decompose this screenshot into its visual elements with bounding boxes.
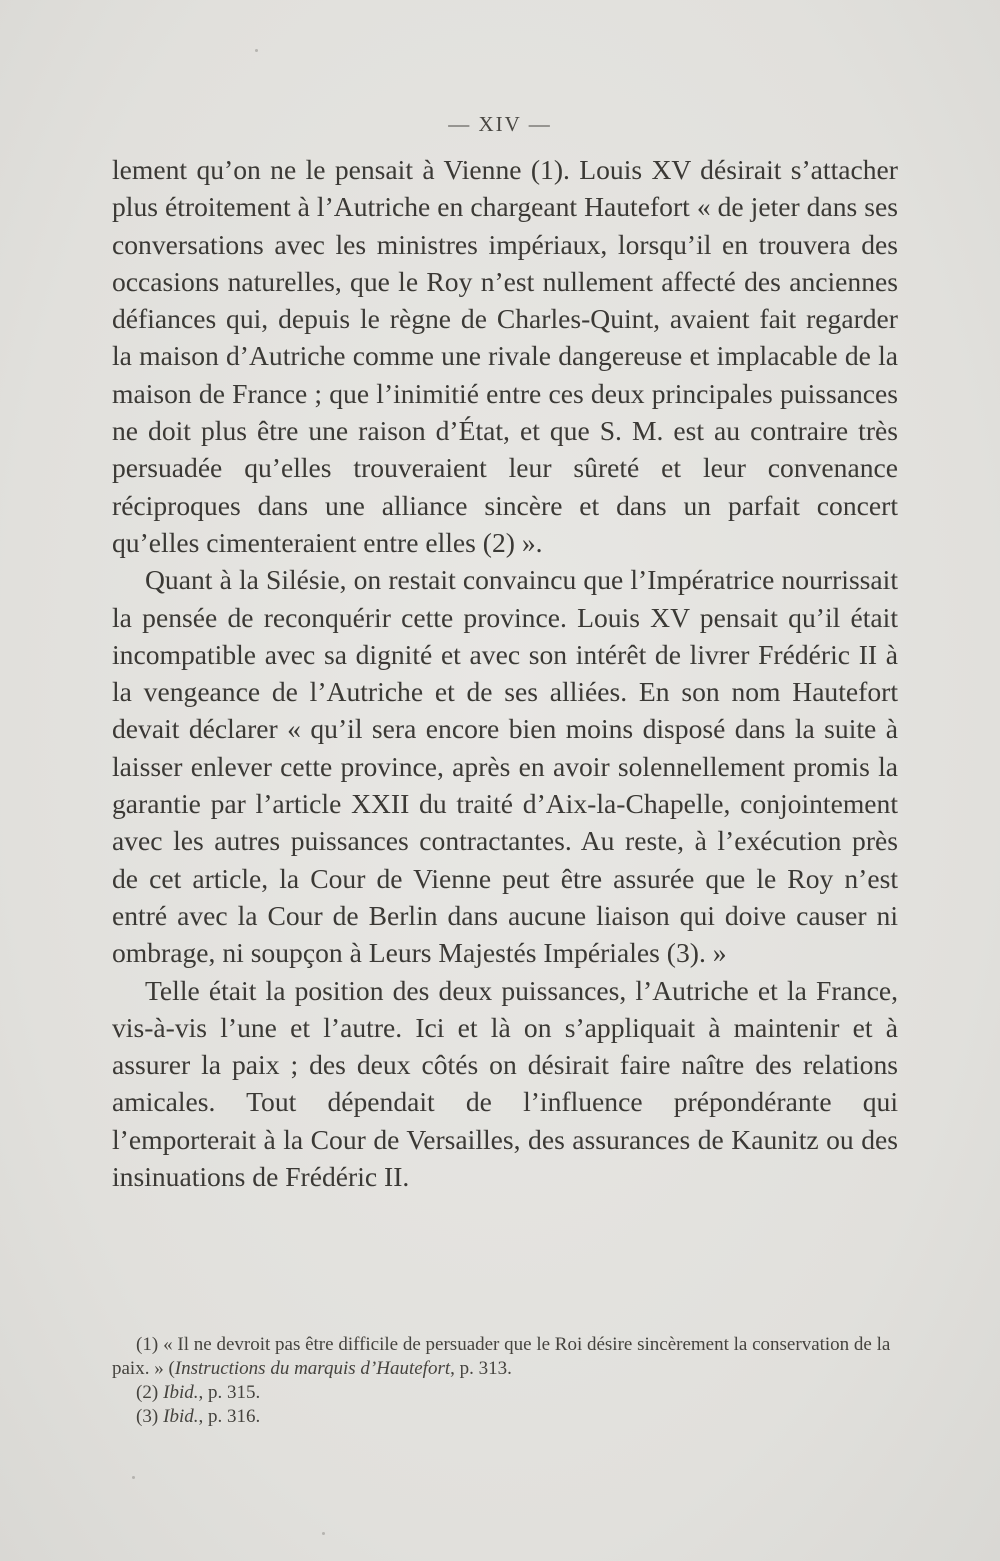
footnote-source: Ibid. [163,1382,199,1403]
paper-speck [132,1476,135,1479]
footnote [112,1381,898,1405]
paragraph: Quant à la Silésie, on restait convaincu que l’Impératrice nourrissait la pensée de reconquérir cette province. Louis XV pensait qu’il était incompatible avec sa dignité et avec son intérêt de livrer Frédéric II à la vengeance de l’Autriche et de ses alliées. En son nom Hautefort devait déclarer « qu’il sera encore bien moins disposé dans la suite à laisser enlever cette province, après en avoir solennellement promis la garantie par l’article XXII du traité d’Aix-la-Chapelle, conjointement avec les autres puissances contractantes. Au reste, à l’exécution près de cet article, la Cour de Vienne peut être assurée que le Roy n’est entré avec la Cour de Berlin dans aucune liaison qui doive causer ni ombrage, ni soupçon à Leurs Majestés Impériales (3). » [112,564,898,969]
paper-speck [255,49,258,52]
footnotes [112,1333,898,1429]
footnote-page: , p. 313. [450,1358,512,1379]
footnote-page: , p. 315. [198,1382,261,1403]
main-text [112,151,898,1195]
page-number: — XIV — [448,112,552,136]
footnote-number: (1) [136,1334,159,1355]
footnote [112,1333,898,1381]
paragraph: Telle était la position des deux puissances, l’Autriche et la France, vis-à-vis l’une et l’autre. Ici et là on s’appliquait à maintenir et à assurer la paix ; des deux côtés on désirait faire naître des relations amicales. Tout dépendait de l’influence prépondérante qui l’emporterait à la Cour de Versailles, des assurances de Kaunitz ou des insinuations de Frédéric II. [112,974,898,1193]
footnote-source: Instructions du marquis d’Hautefort [174,1358,451,1379]
footnote-source: Ibid. [163,1406,199,1427]
paragraph: lement qu’on ne le pensait à Vienne (1). Louis XV désirait s’attacher plus étroitement à l’Autriche en chargeant Hautefort « de jeter dans ses conversations avec les ministres impériaux, lorsqu’il en trouvera des occasions naturelles, que le Roy n’est nullement affecté des anciennes défiances qui, depuis le règne de Charles-Quint, avaient fait regarder la maison d’Autriche comme une rivale dangereuse et implacable de la maison de France ; que l’inimitié entre ces deux principales puissances ne doit plus être une raison d’État, et que S. M. est au contraire très persuadée qu’elles trouveraient leur sûreté et leur convenance réciproques dans une alliance sincère et dans un parfait concert qu’elles cimenteraient entre elles (2) ». [112,154,898,558]
footnote-number: (3) [136,1406,159,1427]
footnote-page: , p. 316. [198,1406,261,1427]
footnote [112,1405,898,1429]
footnote-number: (2) [136,1382,159,1403]
paper-speck [322,1532,325,1535]
footnote-text: « Il ne devroit pas être difficile de persuader que le Roi désire sincèrement la conservation de la paix. » ( [112,1334,891,1379]
